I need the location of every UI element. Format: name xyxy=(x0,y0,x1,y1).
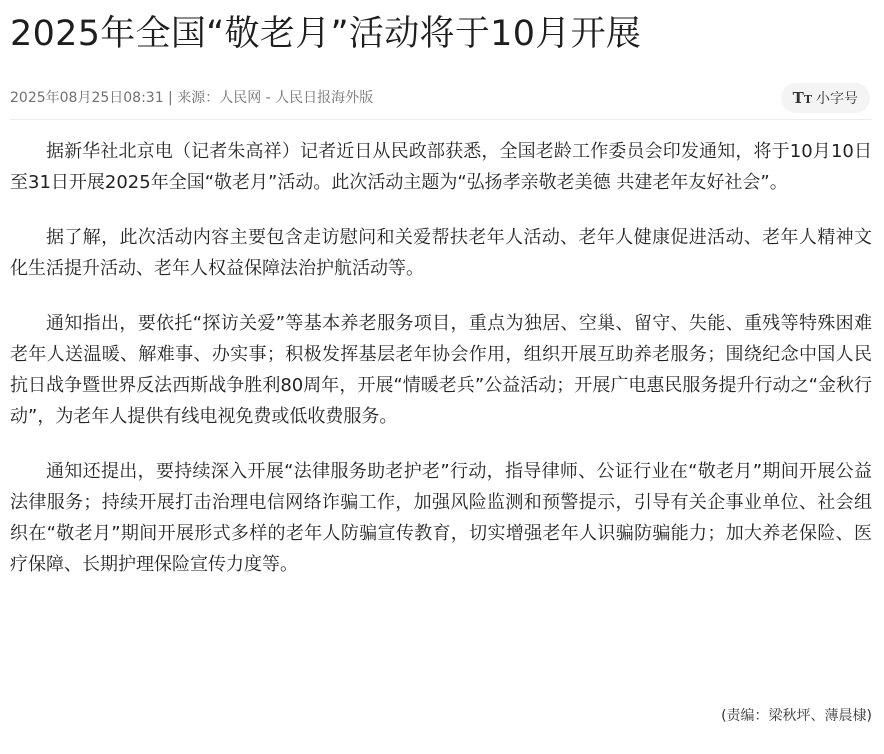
article-meta xyxy=(10,88,373,108)
article-paragraph-1: 据新华社北京电（记者朱高祥）记者近日从民政部获悉，全国老龄工作委员会印发通知，将于10月10日至31日开展2025年全国“敬老月”活动。此次活动主题为“弘扬孝亲敬老美德 共建老年友好社会”。 xyxy=(10,141,872,193)
font-size-button-label: 小字号 xyxy=(816,91,858,107)
article-body xyxy=(10,136,872,580)
publish-datetime: 2025年08月25日08:31 xyxy=(10,90,164,106)
article-paragraph-3: 通知指出，要依托“探访关爱”等基本养老服务项目，重点为独居、空巢、留守、失能、重残等特殊困难老年人送温暖、解难事、办实事；积极发挥基层老年协会作用，组织开展互助养老服务；围绕纪念中国人民抗日战争暨世界反法西斯战争胜利80周年，开展“情暖老兵”公益活动；开展广电惠民服务提升行动之“金秋行动”，为老年人提供有线电视免费或低收费服务。 xyxy=(10,313,872,427)
font-size-toggle-button[interactable] xyxy=(781,83,870,113)
article-title: 2025年全国“敬老月”活动将于10月开展 xyxy=(10,14,642,54)
article-paragraph-4: 通知还提出，要持续深入开展“法律服务助老护老”行动，指导律师、公证行业在“敬老月”期间开展公益法律服务；持续开展打击治理电信网络诈骗工作，加强风险监测和预警提示，引导有关企事业单位、社会组织在“敬老月”期间开展形式多样的老年人防骗宣传教育，切实增强老年人识骗防骗能力；加大养老保险、医疗保障、长期护理保险宣传力度等。 xyxy=(10,461,872,575)
article xyxy=(10,0,872,604)
article-paragraph-2: 据了解，此次活动内容主要包含走访慰问和关爱帮扶老年人活动、老年人健康促进活动、老年人精神文化生活提升活动、老年人权益保障法治护航活动等。 xyxy=(10,227,872,279)
meta-separator: | xyxy=(163,90,178,106)
article-editor: (责编：梁秋坪、薄晨棣) xyxy=(721,708,872,724)
text-size-icon: TT xyxy=(792,89,812,107)
article-meta-bar xyxy=(10,83,872,120)
article-source: 来源：人民网 - 人民日报海外版 xyxy=(177,90,374,106)
